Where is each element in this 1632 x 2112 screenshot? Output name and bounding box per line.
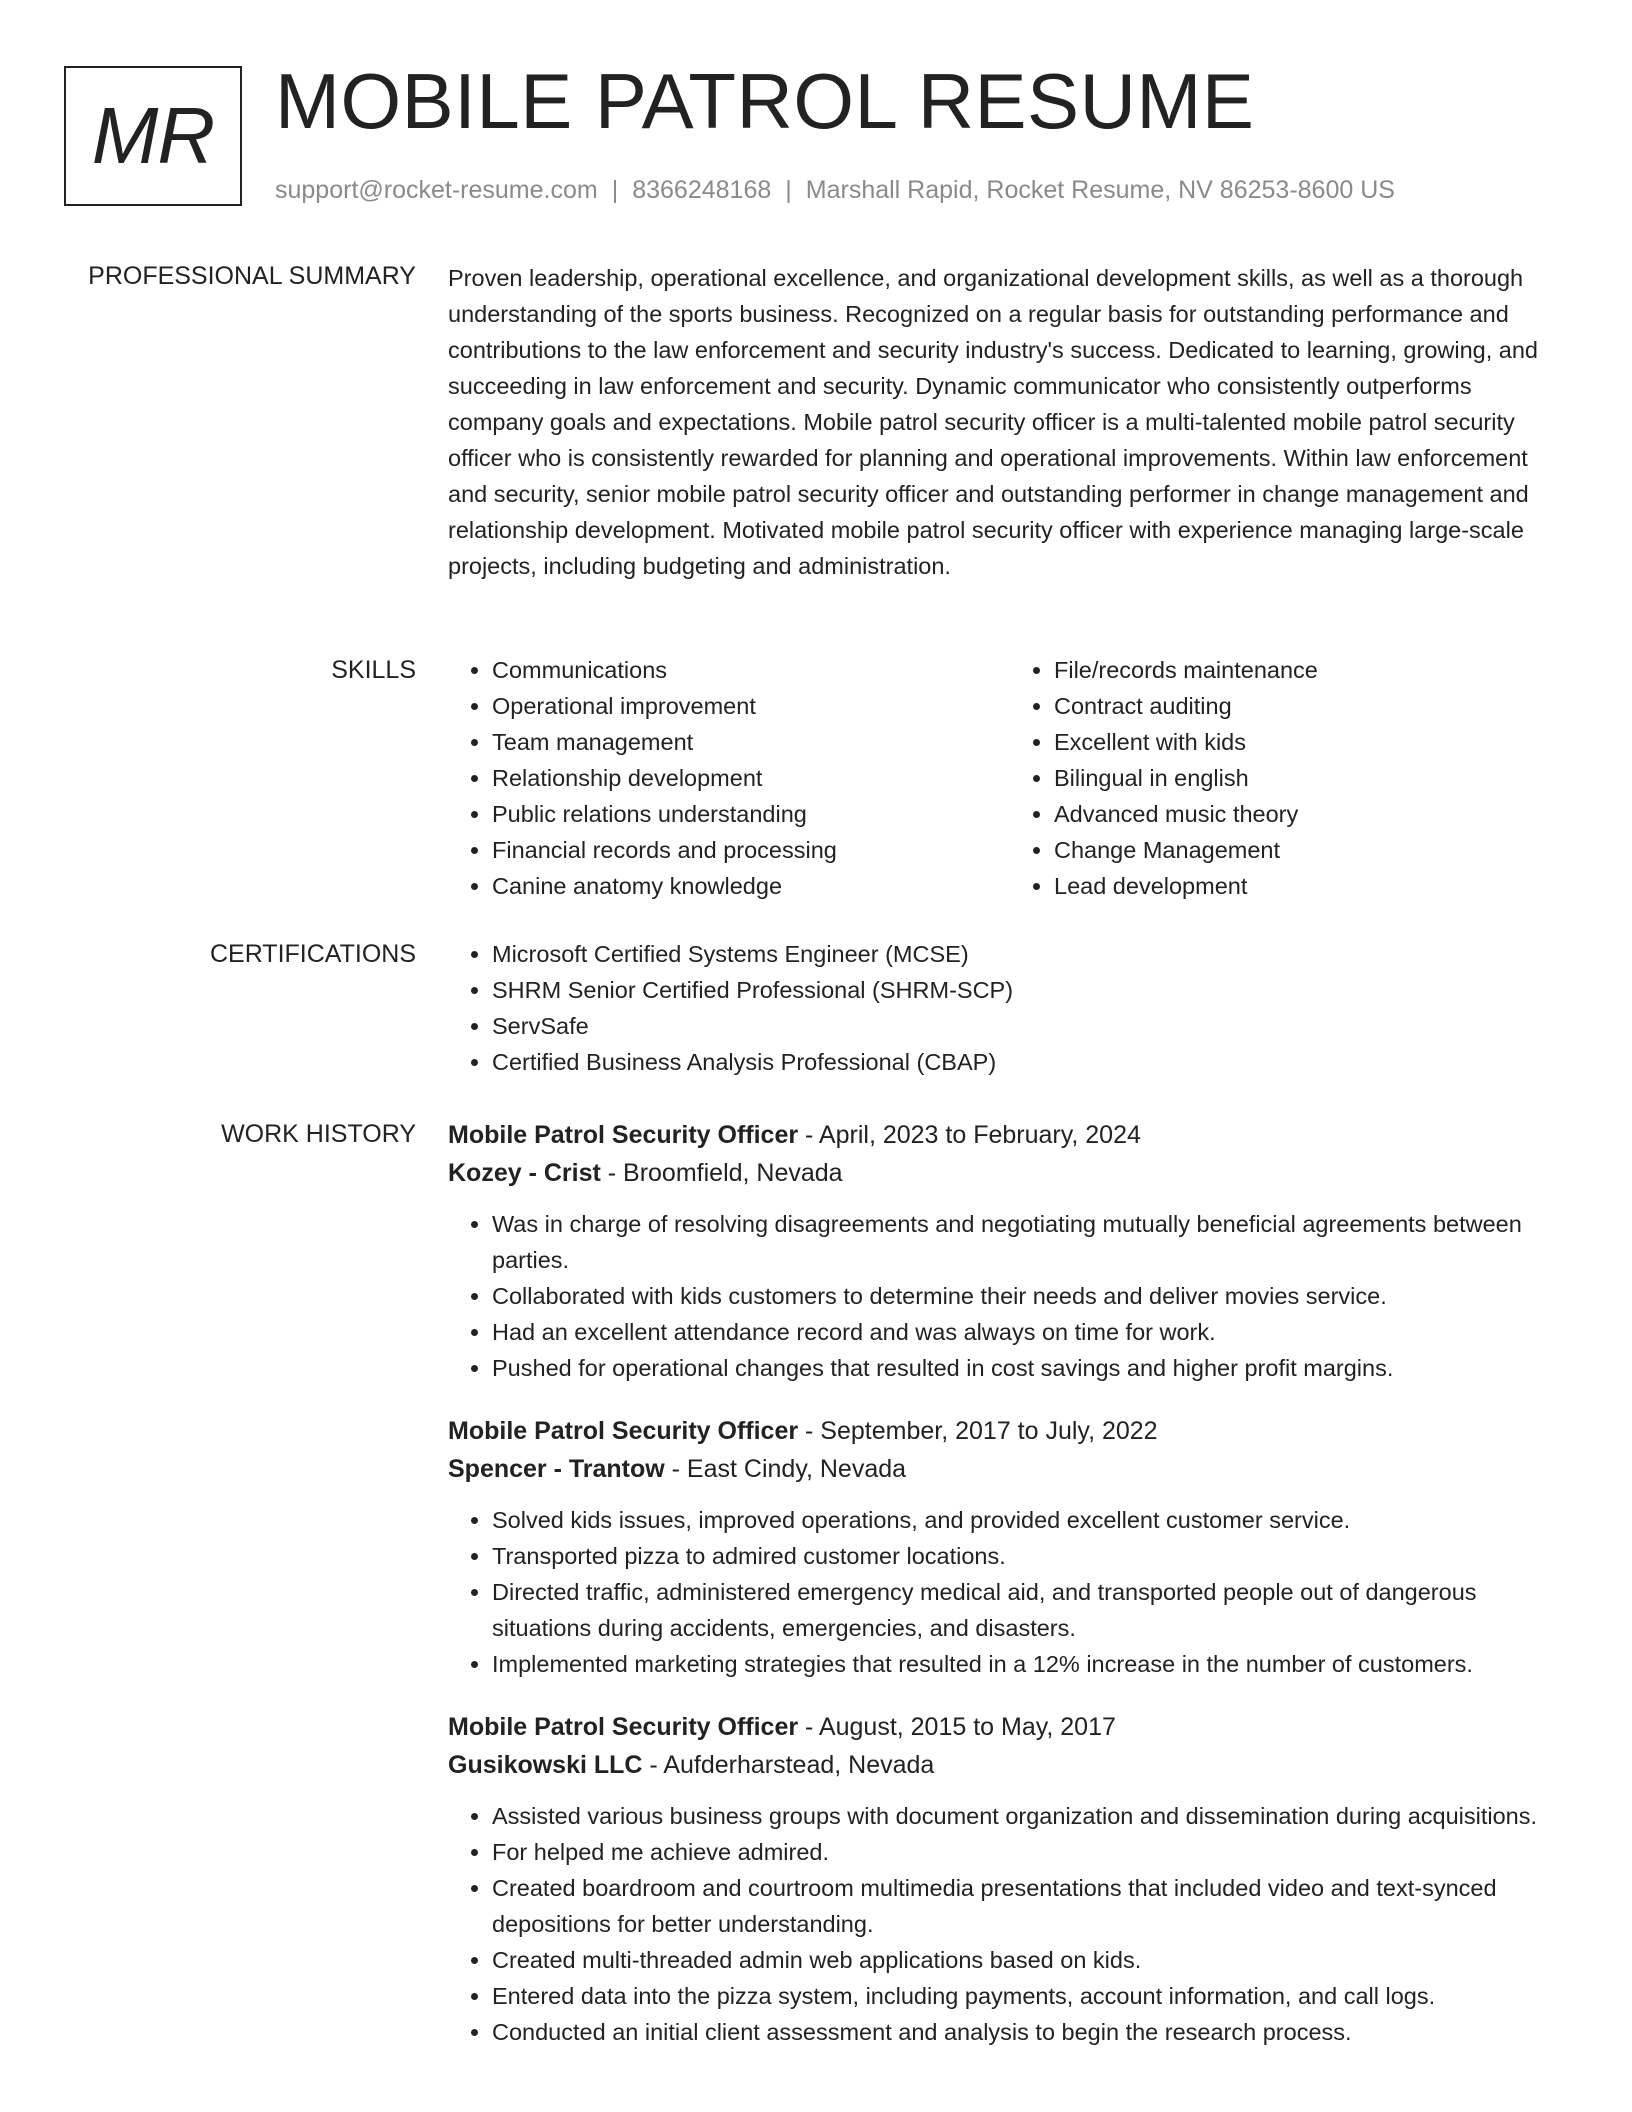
job-dates: - September, 2017 to July, 2022 bbox=[798, 1417, 1158, 1445]
list-item: • For helped me achieve admired. bbox=[492, 1834, 1572, 1870]
job-company: Kozey - Crist bbox=[448, 1159, 601, 1187]
list-item: • Financial records and processing bbox=[492, 832, 1010, 868]
contact-email: support@rocket-resume.com bbox=[275, 176, 598, 204]
list-item: • Directed traffic, administered emergency medical aid, and transported people out of dangerous situations during accidents, emergencies, and disasters. bbox=[492, 1574, 1572, 1646]
job-title-line bbox=[448, 1708, 1572, 1746]
list-item: • Excellent with kids bbox=[1054, 724, 1572, 760]
work-history-body bbox=[448, 1116, 1572, 2076]
job-dates: - April, 2023 to February, 2024 bbox=[798, 1121, 1141, 1149]
job-location: - Aufderharstead, Nevada bbox=[642, 1751, 935, 1779]
list-item: • Transported pizza to admired customer locations. bbox=[492, 1538, 1572, 1574]
list-item: • Contract auditing bbox=[1054, 688, 1572, 724]
certifications-body bbox=[448, 936, 1572, 1080]
list-item: • Created boardroom and courtroom multimedia presentations that included video and text-synced depositions for better understanding. bbox=[492, 1870, 1572, 1942]
job-title: Mobile Patrol Security Officer bbox=[448, 1713, 799, 1741]
contact-line bbox=[275, 174, 1395, 206]
list-item: • Solved kids issues, improved operations, and provided excellent customer service. bbox=[492, 1502, 1572, 1538]
list-item: • Canine anatomy knowledge bbox=[492, 868, 1010, 904]
contact-phone: 8366248168 bbox=[632, 176, 772, 204]
contact-separator: | bbox=[785, 176, 792, 204]
certifications-list bbox=[448, 936, 1572, 1080]
section-heading-skills: SKILLS bbox=[331, 656, 416, 684]
list-item: • Bilingual in english bbox=[1054, 760, 1572, 796]
list-item: • Certified Business Analysis Professional (CBAP) bbox=[492, 1044, 1572, 1080]
list-item: • Lead development bbox=[1054, 868, 1572, 904]
list-item: • Pushed for operational changes that resulted in cost savings and higher profit margins. bbox=[492, 1350, 1572, 1386]
list-item: • SHRM Senior Certified Professional (SHRM-SCP) bbox=[492, 972, 1572, 1008]
section-heading-summary: PROFESSIONAL SUMMARY bbox=[88, 262, 416, 290]
job-company-line bbox=[448, 1154, 1572, 1192]
job-location: - East Cindy, Nevada bbox=[664, 1455, 907, 1483]
job-company: Gusikowski LLC bbox=[448, 1751, 643, 1779]
list-item: • Implemented marketing strategies that resulted in a 12% increase in the number of customers. bbox=[492, 1646, 1572, 1682]
list-item: • Relationship development bbox=[492, 760, 1010, 796]
section-heading-certifications: CERTIFICATIONS bbox=[209, 940, 416, 968]
job-title-line bbox=[448, 1412, 1572, 1450]
skills-body bbox=[448, 652, 1572, 904]
contact-address: Marshall Rapid, Rocket Resume, NV 86253-8600 US bbox=[805, 176, 1395, 204]
list-item: • Change Management bbox=[1054, 832, 1572, 868]
job-title: Mobile Patrol Security Officer bbox=[448, 1417, 799, 1445]
list-item: • Operational improvement bbox=[492, 688, 1010, 724]
job-title-line bbox=[448, 1116, 1572, 1154]
list-item: • Communications bbox=[492, 652, 1010, 688]
list-item: • Conducted an initial client assessment and analysis to begin the research process. bbox=[492, 2014, 1572, 2050]
skills-list-left bbox=[448, 652, 1010, 904]
list-item: • ServSafe bbox=[492, 1008, 1572, 1044]
contact-separator: | bbox=[611, 176, 619, 204]
job-company-line bbox=[448, 1450, 1572, 1488]
section-heading-work-history: WORK HISTORY bbox=[221, 1120, 416, 1148]
job-location: - Broomfield, Nevada bbox=[600, 1159, 843, 1187]
summary-body bbox=[448, 260, 1572, 584]
skills-list-right bbox=[1010, 652, 1572, 904]
resume-title: MOBILE PATROL RESUME bbox=[275, 57, 1255, 145]
list-item: • Assisted various business groups with document organization and dissemination during acquisitions. bbox=[492, 1798, 1572, 1834]
list-item: • Team management bbox=[492, 724, 1010, 760]
list-item: • Advanced music theory bbox=[1054, 796, 1572, 832]
monogram-logo: MR bbox=[64, 66, 242, 206]
job-company: Spencer - Trantow bbox=[448, 1455, 665, 1483]
list-item: • Was in charge of resolving disagreements and negotiating mutually beneficial agreements between parties. bbox=[492, 1206, 1572, 1278]
job-title: Mobile Patrol Security Officer bbox=[448, 1121, 799, 1149]
job-duties bbox=[448, 1798, 1572, 2050]
list-item: • Public relations understanding bbox=[492, 796, 1010, 832]
list-item: • Collaborated with kids customers to determine their needs and deliver movies service. bbox=[492, 1278, 1572, 1314]
job-duties bbox=[448, 1206, 1572, 1386]
job-dates: - August, 2015 to May, 2017 bbox=[798, 1713, 1116, 1741]
list-item: • Microsoft Certified Systems Engineer (MCSE) bbox=[492, 936, 1572, 972]
job-entry bbox=[448, 1116, 1572, 1386]
job-entry bbox=[448, 1708, 1572, 2050]
job-company-line bbox=[448, 1746, 1572, 1784]
list-item: • Created multi-threaded admin web applications based on kids. bbox=[492, 1942, 1572, 1978]
list-item: • Had an excellent attendance record and was always on time for work. bbox=[492, 1314, 1572, 1350]
summary-text: Proven leadership, operational excellence, and organizational development skills, as well as a thorough understanding of the sports business. Recognized on a regular basis for outstanding performance and contributions to the law enforcement and security industry's success. Dedicated to learning, growing, and succeeding in law enforcement and security. Dynamic communicator who consistently outperforms company goals and expectations. Mobile patrol security officer is a multi-talented mobile patrol security officer who is consistently rewarded for planning and operational improvements. Within law enforcement and security, senior mobile patrol security officer and outstanding performer in change management and relationship development. Motivated mobile patrol security officer with experience managing large-scale projects, including budgeting and administration. bbox=[448, 265, 1538, 579]
job-entry bbox=[448, 1412, 1572, 1682]
job-duties bbox=[448, 1502, 1572, 1682]
list-item: • Entered data into the pizza system, including payments, account information, and call logs. bbox=[492, 1978, 1572, 2014]
list-item: • File/records maintenance bbox=[1054, 652, 1572, 688]
